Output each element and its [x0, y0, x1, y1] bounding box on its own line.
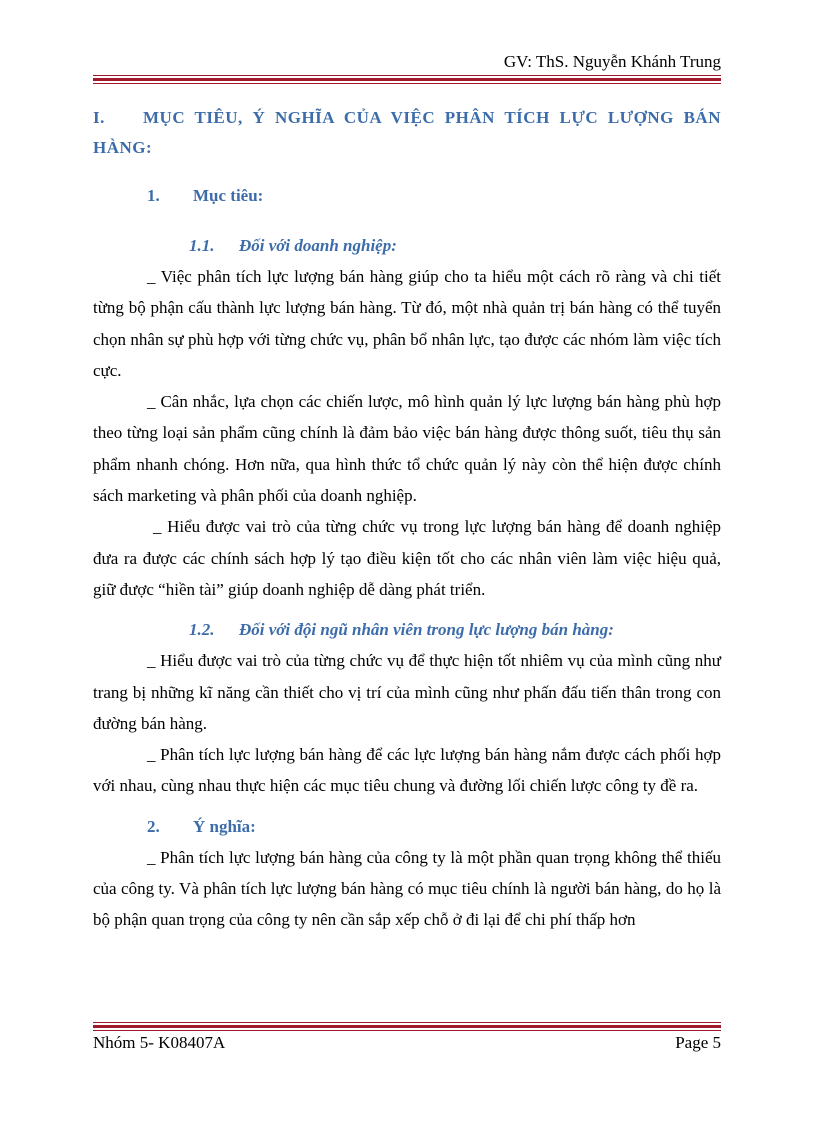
- subheading-enterprise-number: 1.1.: [189, 236, 215, 255]
- subheading-staff-number: 1.2.: [189, 620, 215, 640]
- header-rule: [93, 75, 721, 84]
- subheading-staff-title: Đối với đội ngũ nhân viên trong lực lượng bán hàng:: [239, 620, 614, 640]
- subheading-goals-number: 1.: [147, 186, 160, 205]
- subheading-enterprise-title: Đối với doanh nghiệp:: [239, 236, 397, 255]
- subheading-meaning-title: Ý nghĩa:: [193, 816, 256, 836]
- page-footer: [93, 1033, 721, 1053]
- paragraph-6: _ Phân tích lực lượng bán hàng của công ty là một phần quan trọng không thể thiếu của công ty. Và phân tích lực lượng bán hàng có mục tiêu chính là người bán hàng, do họ là bộ phận quan trọng của công ty nên cần sắp xếp chỗ ở đi lại để chi phí thấp hơn: [93, 847, 721, 930]
- paragraph-2: _ Cân nhắc, lựa chọn các chiến lược, mô hình quản lý lực lượng bán hàng phù hợp theo từng loại sản phẩm cũng chính là đảm bảo việc bán hàng được thông suốt, tiêu thụ sản phẩm nhanh chóng. Hơn nữa, qua hình thức tổ chức quản lý này còn thể hiện được chính sách marketing và phân phối của doanh nghiệp.: [93, 392, 721, 506]
- subheading-meaning-number: 2.: [147, 816, 160, 836]
- paragraph-5: _ Phân tích lực lượng bán hàng để các lực lượng bán hàng nắm được cách phối hợp với nhau, cùng nhau thực hiện các mục tiêu chung và đường lối chiến lược công ty đề ra.: [93, 745, 721, 796]
- subheading-staff: [189, 615, 721, 645]
- paragraph-4: _ Hiểu được vai trò của từng chức vụ để thực hiện tốt nhiêm vụ của mình cũng như trang bị những kĩ năng cần thiết cho vị trí của mình cũng như phấn đấu tiến thân trong con đường bán hàng.: [93, 651, 721, 733]
- page-content: [93, 100, 721, 936]
- subheading-meaning: [147, 812, 721, 842]
- subheading-goals: [147, 181, 721, 211]
- page-header-author: GV: ThS. Nguyễn Khánh Trung: [503, 52, 721, 71]
- paragraph-1: _ Việc phân tích lực lượng bán hàng giúp cho ta hiểu một cách rõ ràng và chi tiết từng bộ phận cấu thành lực lượng bán hàng. Từ đó, một nhà quản trị bán hàng có thể tuyển chọn nhân sự phù hợp với từng chức vụ, phân bổ nhân lực, tạo được các nhóm làm việc tích cực.: [93, 267, 721, 380]
- section-number: I.: [93, 108, 105, 127]
- footer-rule: [93, 1022, 721, 1031]
- footer-group: Nhóm 5- K08407A: [93, 1033, 226, 1052]
- paragraph-3: _ Hiểu được vai trò của từng chức vụ trong lực lượng bán hàng để doanh nghiệp đưa ra được các chính sách hợp lý tạo điều kiện tốt cho các nhân viên làm việc hiệu quả, giữ được “hiền tài” giúp doanh nghiệp dễ dàng phát triển.: [93, 517, 721, 599]
- footer-page-number: Page 5: [675, 1033, 721, 1052]
- section-title: MỤC TIÊU, Ý NGHĨA CỦA VIỆC PHÂN TÍCH LỰC LƯỢNG BÁN HÀNG:: [93, 108, 721, 157]
- subheading-enterprise: [189, 231, 721, 261]
- section-heading: [93, 103, 721, 163]
- subheading-goals-title: Mục tiêu:: [193, 186, 264, 205]
